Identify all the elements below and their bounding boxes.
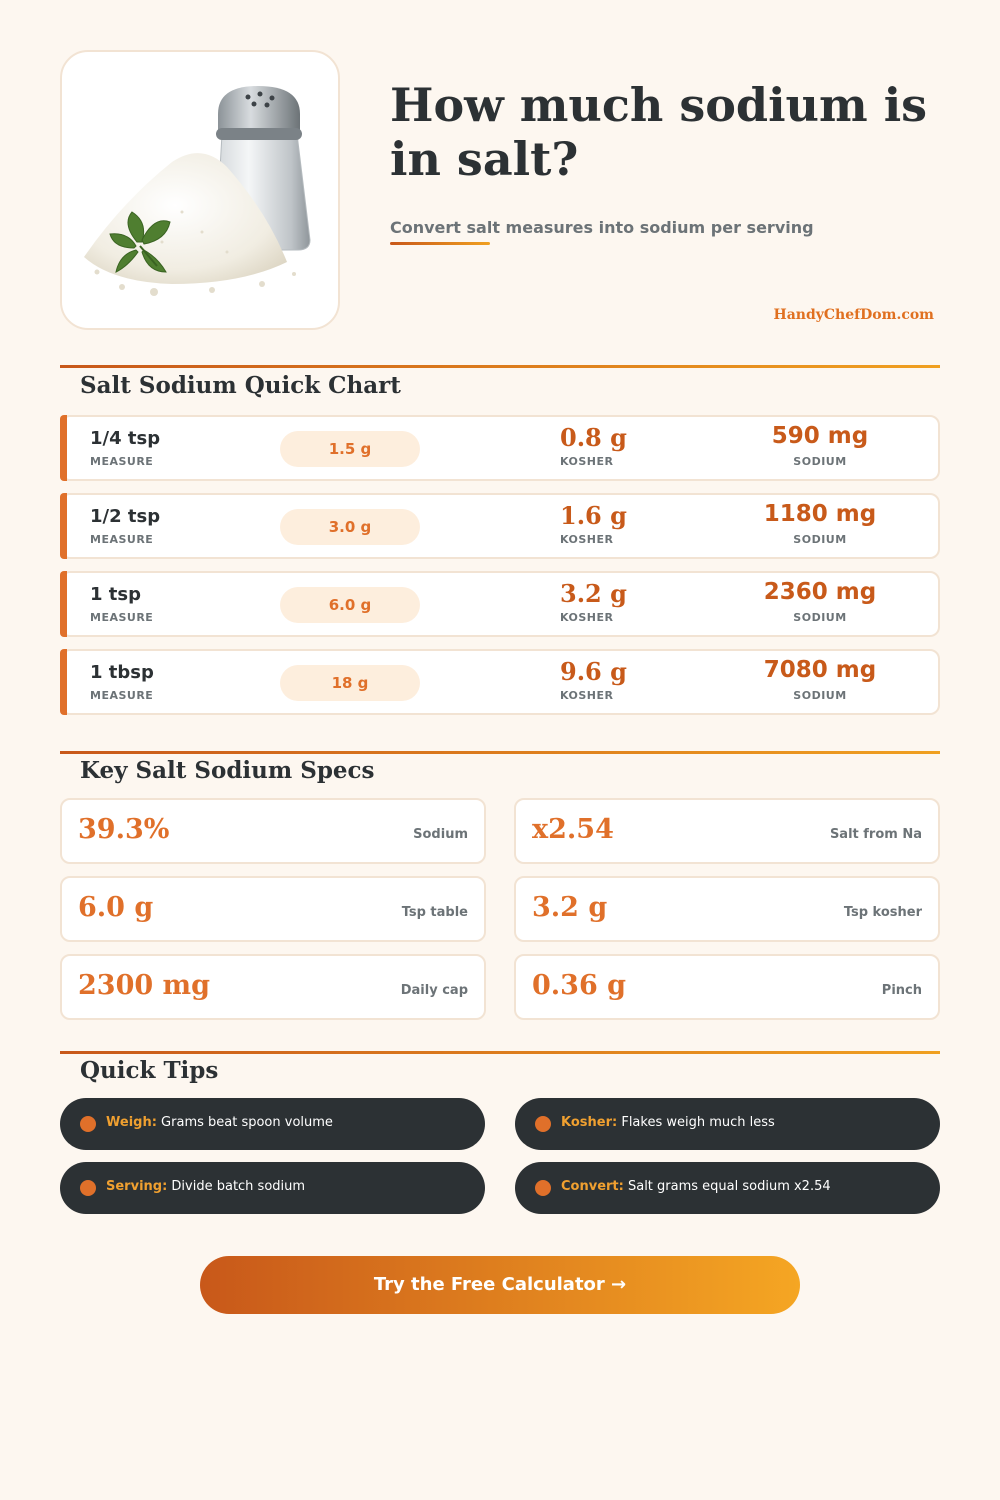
bullet-dot-icon [535,1116,551,1132]
row-table-salt: 18 g [280,665,420,701]
hero-image-card [60,50,340,330]
tip-text [561,1115,775,1130]
spec-label: Sodium [413,827,468,842]
row-kosher-label: KOSHER [560,611,614,624]
row-accent [60,415,67,481]
bullet-dot-icon [80,1116,96,1132]
tip-body: Flakes weigh much less [617,1115,775,1130]
row-sodium: 2360 mg [763,579,877,605]
section-divider [60,365,940,368]
spec-card [60,798,486,864]
spec-card [514,798,940,864]
tips-title: Quick Tips [80,1057,219,1084]
tip-key: Kosher: [561,1115,618,1130]
row-measure: 1/2 tsp [90,506,161,527]
tip-key: Weigh: [106,1115,157,1130]
spec-label: Tsp table [401,905,468,920]
spec-value: 39.3% [78,814,170,845]
bullet-dot-icon [535,1180,551,1196]
row-sodium: 590 mg [771,423,869,449]
spec-value: x2.54 [532,814,614,845]
row-sodium: 1180 mg [763,501,877,527]
tip-pill [515,1162,940,1214]
row-measure: 1 tbsp [90,662,154,683]
page-subtitle: Convert salt measures into sodium per serving [390,218,814,237]
row-kosher-label: KOSHER [560,689,614,702]
tip-body: Grams beat spoon volume [156,1115,333,1130]
row-sodium-label: SODIUM [793,533,847,546]
free-calculator-button[interactable]: Try the Free Calculator → [200,1256,800,1314]
tip-pill [60,1162,485,1214]
row-kosher: 9.6 g [560,657,627,686]
row-accent [60,571,67,637]
row-sodium-label: SODIUM [793,611,847,624]
row-sodium-label: SODIUM [793,455,847,468]
tip-body: Divide batch sodium [167,1179,306,1194]
tip-key: Serving: [106,1179,168,1194]
row-kosher: 3.2 g [560,579,627,608]
quick-chart-title: Salt Sodium Quick Chart [80,372,401,399]
row-measure-label: MEASURE [90,455,154,468]
section-divider [60,751,940,754]
row-table-salt: 1.5 g [280,431,420,467]
spec-value: 3.2 g [532,892,608,923]
spec-label: Daily cap [400,983,468,998]
spec-card [60,876,486,942]
row-measure: 1 tsp [90,584,141,605]
tip-pill [515,1098,940,1150]
spec-card [514,876,940,942]
section-divider [60,1051,940,1054]
tip-pill [60,1098,485,1150]
row-kosher-label: KOSHER [560,533,614,546]
row-measure-label: MEASURE [90,611,154,624]
bullet-dot-icon [80,1180,96,1196]
tip-text [106,1115,333,1130]
row-measure-label: MEASURE [90,689,154,702]
tip-key: Convert: [561,1179,624,1194]
row-kosher-label: KOSHER [560,455,614,468]
row-measure: 1/4 tsp [90,428,161,449]
chart-row [60,415,940,481]
spec-value: 0.36 g [532,970,627,1001]
spec-value: 2300 mg [78,970,210,1001]
row-accent [60,493,67,559]
row-kosher: 1.6 g [560,501,627,530]
chart-row [60,571,940,637]
page-title: How much sodium is in salt? [390,78,928,186]
spec-value: 6.0 g [78,892,154,923]
spec-label: Pinch [881,983,922,998]
spec-label: Salt from Na [829,827,922,842]
subtitle-underline [390,242,490,245]
tip-body: Salt grams equal sodium x2.54 [623,1179,831,1194]
row-kosher: 0.8 g [560,423,627,452]
spec-card [514,954,940,1020]
chart-row [60,493,940,559]
spec-label: Tsp kosher [843,905,922,920]
tip-text [106,1179,305,1194]
chart-row [60,649,940,715]
row-sodium-label: SODIUM [793,689,847,702]
row-table-salt: 6.0 g [280,587,420,623]
salt-shaker-illustration [62,52,342,332]
header [60,50,940,330]
tip-text [561,1179,831,1194]
brand-link[interactable]: HandyChefDom.com [773,307,934,323]
row-accent [60,649,67,715]
row-table-salt: 3.0 g [280,509,420,545]
row-sodium: 7080 mg [763,657,877,683]
specs-title: Key Salt Sodium Specs [80,757,375,784]
spec-card [60,954,486,1020]
row-measure-label: MEASURE [90,533,154,546]
